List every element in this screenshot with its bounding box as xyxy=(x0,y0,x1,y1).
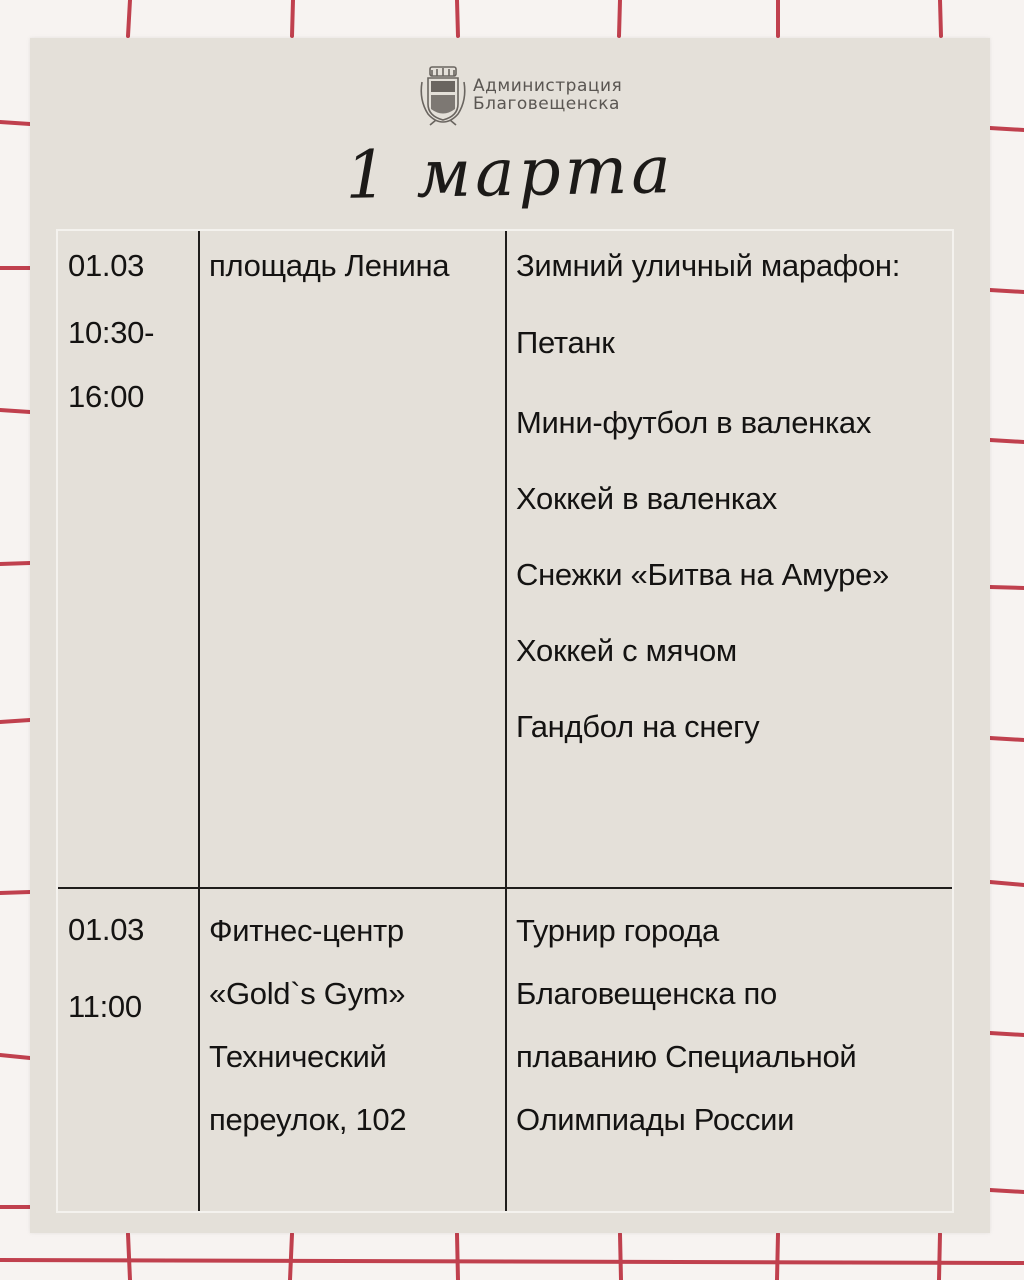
event-item: Снежки «Битва на Амуре» xyxy=(516,557,889,592)
column-divider xyxy=(198,231,200,1211)
event-item: Гандбол на снегу xyxy=(516,709,760,744)
row-2-date: 01.03 xyxy=(68,912,145,947)
page-title: 1 марта xyxy=(344,131,676,214)
row-1-date: 01.03 xyxy=(68,248,145,283)
event-item: Петанк xyxy=(516,325,615,360)
row-1-event-title: Зимний уличный марафон: xyxy=(516,248,901,283)
column-divider xyxy=(505,231,507,1211)
event-line: Турнир города xyxy=(516,913,719,948)
place-line: переулок, 102 xyxy=(209,1102,407,1137)
event-line: Благовещенска по xyxy=(516,976,777,1011)
administration-logo xyxy=(416,64,622,126)
event-line: плаванию Специальной xyxy=(516,1039,857,1074)
schedule-table xyxy=(56,229,954,1213)
row-2-place xyxy=(209,899,406,1151)
row-divider xyxy=(58,887,952,889)
org-name-line-2: Благовещенска xyxy=(473,94,620,114)
place-line: Фитнес-центр xyxy=(209,913,404,948)
event-item: Мини-футбол в валенках xyxy=(516,405,872,440)
event-item: Хоккей в валенках xyxy=(516,481,777,516)
org-name-line-1: Администрация xyxy=(473,76,623,96)
event-line: Олимпиады России xyxy=(516,1102,795,1137)
row-1-time-start: 10:30- xyxy=(68,315,155,350)
row-2-time: 11:00 xyxy=(68,989,142,1024)
row-2-datetime xyxy=(68,895,144,1049)
row-1-datetime xyxy=(68,231,154,429)
schedule-card xyxy=(30,38,990,1233)
row-1-event xyxy=(516,231,900,765)
event-item: Хоккей с мячом xyxy=(516,633,737,668)
row-1-time-end: 16:00 xyxy=(68,379,145,414)
administration-name xyxy=(473,77,622,113)
coat-of-arms-icon xyxy=(416,64,470,126)
place-line: «Gold`s Gym» xyxy=(209,976,406,1011)
row-1-place: площадь Ленина xyxy=(209,248,450,283)
row-2-event xyxy=(516,899,856,1151)
place-line: Технический xyxy=(209,1039,387,1074)
